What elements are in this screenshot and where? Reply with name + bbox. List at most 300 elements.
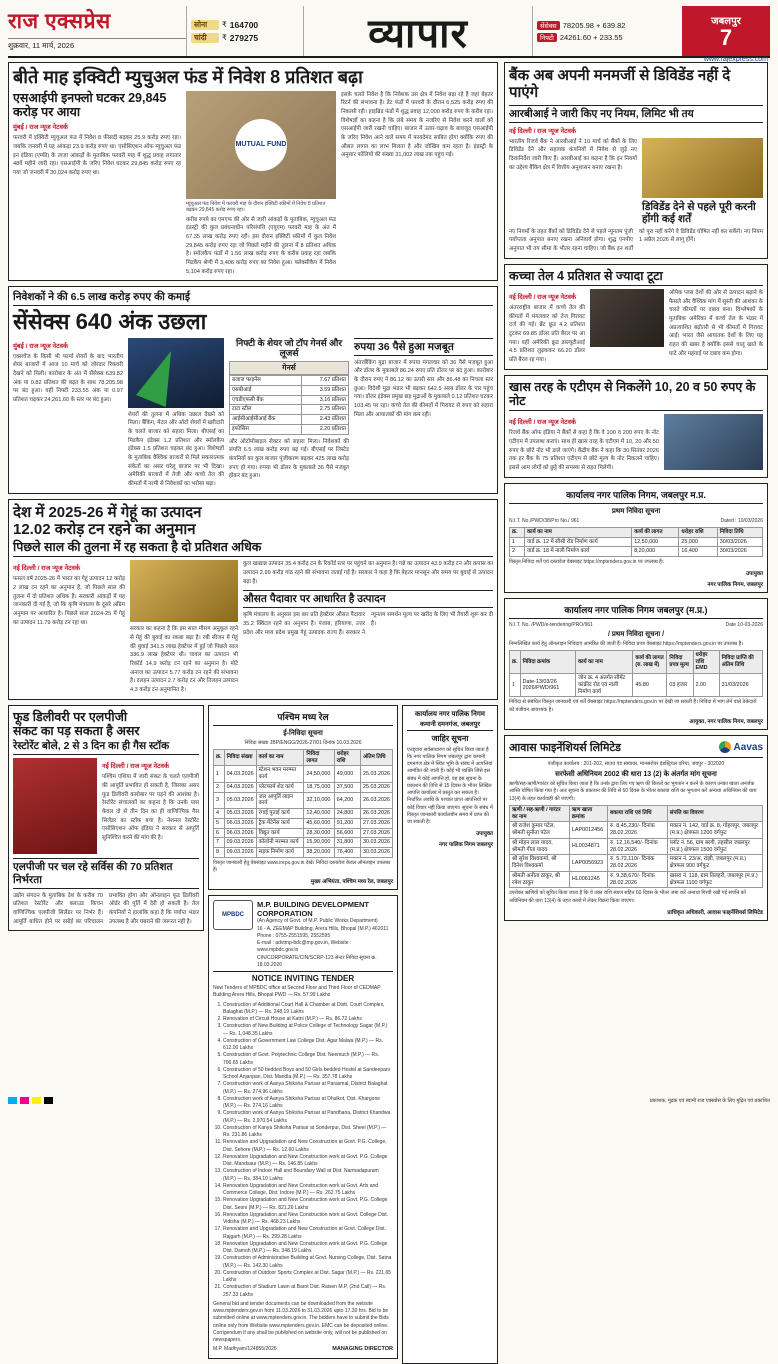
lpg-body-1: पश्चिम एशिया में जारी संकट के चलते एलपीजी की आपूर्ति प्रभावित हो सकती है, जिसका असर फूड डिलीवरी कारोबार पर पड़ने की आशंका है। रेस्टोरेंट संचालकों का कहना है कि उनके पास केवल दो से तीन दिन का ही वाणिज्यिक गैस सिलेंडर का स्टॉक बचा है। नेशनल रेस्टोरेंट एसोसिएशन ऑफ इंडिया ने सरकार से आपूर्ति सुनिश्चित करने की मांग की है। xyxy=(102,774,199,842)
aavas-cell: श्री सुरेश विश्वकर्मा, श्री दिनेश विश्वकर्मा xyxy=(510,855,570,872)
rail-tender-cell: 3 xyxy=(214,792,225,809)
wheat-body-3: कुल खाद्यान्न उत्पादन 35.4 करोड़ टन के रिकॉर्ड स्तर पर पहुंचने का अनुमान है। गन्ने का उत्पादन 43.9 करोड़ टन और कपास का उत्पादन 2.99 करोड़ गांठ रहने की संभावना जताई गई है। सरकार ने कहा है कि बेहतर मानसून और समय पर बुवाई से उत्पादन बढ़ा है। xyxy=(243,561,493,585)
gainer-change: 2.75 प्रतिशत xyxy=(302,405,349,415)
list-item: 5. Construction of Govt. Polytechnic College Dist. Neemuch (M.P.) — Rs. 706.65 Lakhs xyxy=(223,1052,393,1067)
municipal-small-sign-2: नगर पालिक निगम जबलपुर xyxy=(438,842,493,849)
swatch-magenta xyxy=(20,1097,29,1104)
nagar-nigam-notice-2 xyxy=(504,598,768,730)
rail-tender-cell: 05.03.2026 xyxy=(224,792,256,809)
publication-date: शुक्रवार, 11 मार्च, 2026 xyxy=(8,38,186,51)
list-item: 2. Renovation of Circuit House at Katni (M.P.) — Rs. 86.72 Lakhs xyxy=(223,1016,393,1023)
rail-tender-cell: 27.03.2026 xyxy=(361,828,393,838)
aavas-table xyxy=(509,805,763,889)
aavas-name: आवास फाइनेंशियर्स लिमिटेड xyxy=(509,741,621,754)
gainer-name: आईसीआईसीआई बैंक xyxy=(230,415,302,425)
rail-tender-cell: 30.03.2026 xyxy=(361,838,393,848)
gainer-change: 7.67 प्रतिशत xyxy=(302,376,349,386)
wheat-body-1: फसल वर्ष 2025-26 में भारत का गेहूं उत्पादन 12 करोड़ 2 लाख टन रहने का अनुमान है, जो पिछले साल की तुलना में दो प्रतिशत अधिक है। सरकारी आंकड़ों में यह जानकारी दी गई है, जो कि कृषि मंत्रालय के दूसरे अग्रिम अनुमान पर आधारित है। पिछले साल 2024-25 में गेहूं का उत्पादन 11.79 करोड़ टन रहा था। xyxy=(13,576,125,626)
lead-photo xyxy=(186,91,336,199)
municipal-small-body: एतद्द्वारा सर्वसाधारण को सूचित किया जाता है कि नगर पालिक निगम जबलपुर द्वारा कमानी दमनगंज क्षेत्र में स्थित भूमि के संबंध में आपत्तियां आमंत्रित की जाती हैं। कोई भी व्यक्ति जिसे इस संबंध में कोई आपत्ति हो, वह इस सूचना के प्रकाशन की तिथि से 15 दिवस के भीतर लिखित आपत्ति कार्यालय में प्रस्तुत कर सकता है। निर्धारित अवधि के पश्चात प्राप्त आपत्तियों पर कोई विचार नहीं किया जाएगा। सूचना के संबंध में विस्तृत जानकारी कार्यालयीन समय में प्राप्त की जा सकती है। xyxy=(407,746,493,826)
atm-photo xyxy=(664,414,763,470)
gainers-head: गेनर्स xyxy=(229,361,349,375)
aavas-logo xyxy=(719,741,763,753)
list-item: 15. Renovation Upgradation and New Construction work at Govt. P.G. College Dist. Seoni (M.P.) — Rs. 821.26 Lakhs xyxy=(223,1197,393,1212)
crude-photo xyxy=(590,289,664,347)
nn2-cell: 31/03/2026 xyxy=(719,674,762,697)
rail-tender-cell: 26.03.2026 xyxy=(361,809,393,819)
lead-body-1: फरवरी में इक्विटी म्युचुअल फंड में निवेश 8 फीसदी बढ़कर 25.9 करोड़ रुपए रहा। जबकि जनवरी में यह आंकड़ा 23.9 करोड़ रुपए था। एसोसिएशन ऑफ म्युचुअल फंड इन इंडिया (एम्फी) के ताजा आंकड़ों के मुताबिक फरवरी माह में शुद्ध प्रवाह लगातार 48वें महीने जारी रहा। एसआईपी के जरिए निवेश घटकर 29,845 करोड़ रुपए रह गया जो जनवरी में 30,024 करोड़ रुपए था। xyxy=(13,135,181,177)
nn2-header-cell: निविदा प्रपत्र मूल्य xyxy=(667,650,693,673)
rail-tender-cell: सड़क निर्माण कार्य xyxy=(256,848,304,858)
rail-tender-cell: 06.03.2026 xyxy=(224,828,256,838)
nn2-cell: 03 हजार xyxy=(667,674,693,697)
list-item: 21. Construction of Stadium Lawn at Barot Dist. Raisen M.P. (2nd Call) — Rs. 257.33 Lakhs xyxy=(223,1284,393,1299)
edition-badge xyxy=(682,6,770,56)
rail-tender-cell: 76,400 xyxy=(334,848,360,858)
mutual-fund-badge: MUTUAL FUND xyxy=(235,119,287,171)
rail-tender-cell: 91,200 xyxy=(334,818,360,828)
lower-rail xyxy=(8,705,498,1364)
gainer-change: 2.20 प्रतिशत xyxy=(302,424,349,434)
nn2-header-cell: धरोहर राशि EMD xyxy=(693,650,719,673)
nn2-header-cell: कार्य का नाम xyxy=(575,650,632,673)
municipal-small-title: कार्यालय नगर पालिक निगम xyxy=(415,710,485,718)
gainers-table xyxy=(229,375,349,435)
rail-tender-cell: 24,50,000 xyxy=(304,766,334,783)
rail-tender-cell: 04.03.2026 xyxy=(224,766,256,783)
nn2-header-cell: क्र. xyxy=(510,650,521,673)
crude-body-1: अंतरराष्ट्रीय बाजार में कच्चे तेल की कीमतों में मंगलवार को तेज गिरावट दर्ज की गई। ब्रेंट क्रूड 4.2 प्रतिशत टूटकर 69.85 डॉलर प्रति बैरल पर आ गया। वहीं अमेरिकी क्रूड डब्ल्यूटीआई 4.5 प्रतिशत लुढ़ककर 66.20 डॉलर प्रति बैरल रह गया। xyxy=(509,305,585,363)
mpbdc-address-2: 16 - A, ZEEMAP Building, Arera Hills, Bhopal (M.P.) 462011 xyxy=(257,925,389,932)
edition-city: जबलपुर xyxy=(711,16,741,27)
sensex-body-3: और ऑटोमोबाइल सेक्टर को सहारा मिला। निवेशकों की संपत्ति 6.5 लाख करोड़ रुपए बढ़ गई। बीएसई पर लिस्टेड कंपनियों का कुल बाजार पूंजीकरण बढ़कर 425 लाख करोड़ रुपए हो गया। रुपया भी डॉलर के मुकाबले 36 पैसे मजबूत होकर बंद हुआ। xyxy=(229,438,349,480)
rail-tender-cell: 15,90,000 xyxy=(304,838,334,848)
list-item: 14. Renovation Upgradation and New Construction work at Govt. Arts and Commerce College, Dist. Indore (M.P.) — Rs. 262.75 Lakhs xyxy=(223,1183,393,1198)
lpg-headline-2: संकट का पड़ सकता है असर xyxy=(13,724,140,739)
swatch-black xyxy=(44,1097,53,1104)
aavas-cell: रु. 5,72,110/- दिनांक 28.02.2026 xyxy=(608,855,668,872)
rbi-byline: नई दिल्ली / राज न्यूज नेटवर्क xyxy=(509,127,576,135)
rail-tender-cell: 8 xyxy=(214,848,225,858)
list-item: 1. Construction of Additional Court Hall & Chamber at Distt. Court Complex, Balaghat (M.P.) — Rs. 248.19 Lakhs xyxy=(223,1002,393,1017)
silver-currency: ₹ xyxy=(222,33,227,42)
list-item: 3. Construction of New Building at Police College of Technology Sagar (M.P.) — Rs. 1,048.35 Lakhs xyxy=(223,1023,393,1038)
wheat-photo xyxy=(130,560,238,622)
nn1-cell: वार्ड क्र. 12 में सीसी रोड निर्माण कार्य xyxy=(525,537,632,547)
nn2-cell: Date-13/03/26 2026/PWD/961 xyxy=(520,674,575,697)
list-item xyxy=(230,385,349,395)
list-item: 6. Construction of 50 bedded Boys and 50 Girls bedded Hostel at Sandeepani School Anjanpan, Dist. Mandla (M.P.) — Rs. 357.78 Lakhs xyxy=(223,1067,393,1082)
mpbdc-cin: CIN/CORPORATE/CIN/SCRP-123 सेन्टर निविदा सूचना क्र. 18.03.2026 xyxy=(257,954,377,968)
nn2-sign: आयुक्त, नगर पालिक निगम, जबलपुर xyxy=(689,718,763,725)
nn1-nit: N.I.T. No./PWD/38/Pro No./ 961 xyxy=(509,517,580,524)
sensex-story xyxy=(8,286,498,493)
rail-tender-cell: 25.03.2026 xyxy=(361,782,393,792)
rail-tender-cell: 4 xyxy=(214,809,225,819)
aavas-cell: खसरा नं. 118, ग्राम तिलहरी, जबलपुर (म.प्र.) क्षेत्रफल 1100 वर्गफुट xyxy=(667,871,762,888)
mpbdc-address: (An Agency of Govt. of M.P. Public Works Department) xyxy=(257,918,378,925)
lead-headline: बीते माह इक्विटी म्युचुअल फंड में निवेश 8 प्रतिशत बढ़ा xyxy=(13,67,363,87)
list-item xyxy=(230,415,349,425)
aavas-cell: HL0061245 xyxy=(569,871,607,888)
nn1-cell: 30/03/2026 xyxy=(717,547,762,557)
gainer-change: 2.43 प्रतिशत xyxy=(302,415,349,425)
nn1-subtitle: प्रथम निविदा सूचना xyxy=(611,507,661,515)
rail-tender-cell: 09.03.2026 xyxy=(224,848,256,858)
nagar-nigam-notice-1 xyxy=(504,483,768,594)
wheat-byline: नई दिल्ली / राज न्यूज नेटवर्क xyxy=(13,565,80,573)
wheat-headline-2: 12.02 करोड़ टन रहने का अनुमान xyxy=(13,520,196,538)
nn2-intro: निम्नलिखित कार्य हेतु ऑनलाइन निविदाएं आमंत्रित की जाती हैं। निविदा प्रपत्र वेबसाइट https://mptenders.gov.in पर उपलब्ध हैं। xyxy=(509,640,744,647)
lpg-photo xyxy=(13,758,97,854)
nn2-cell: 2.00 xyxy=(693,674,719,697)
rail-tender-notice xyxy=(208,705,398,891)
rail-tender-header-cell: निविदा लागत xyxy=(304,749,334,766)
swatch-cyan xyxy=(8,1097,17,1104)
wheat-subhead: पिछले साल की तुलना में रह सकता है दो प्रतिशत अधिक xyxy=(13,540,493,557)
table-row xyxy=(214,848,393,858)
wheat-avg-head: औसत पैदावार पर आधारित है उत्पादन xyxy=(243,590,493,608)
rail-tender-cell: 12,40,000 xyxy=(304,809,334,819)
page-columns xyxy=(8,62,770,1364)
gainers-title: निफ्टी के शेयर जो टॉप गेनर्स और लूजर्स xyxy=(235,337,343,359)
nn1-cell: वार्ड क्र. 18 में नाली निर्माण कार्य xyxy=(525,547,632,557)
footer-bar xyxy=(8,1097,770,1104)
masthead-brand xyxy=(8,6,186,56)
table-row xyxy=(214,782,393,792)
rail-tender-header-cell: कार्य का नाम xyxy=(256,749,304,766)
rail-tender-cell: विद्युत कार्य xyxy=(256,828,304,838)
right-column xyxy=(504,62,768,1364)
silver-value: 279275 xyxy=(229,32,259,43)
aavas-cell: रु. 9,38,670/- दिनांक 28.02.2026 xyxy=(608,871,668,888)
aavas-cell: श्रीमती अनीता ठाकुर, श्री रमेश ठाकुर xyxy=(510,871,570,888)
nn2-cell: 1 xyxy=(510,674,521,697)
list-item xyxy=(230,376,349,386)
gainer-name: टाटा स्टील xyxy=(230,405,302,415)
nn1-header-cell: क्र. xyxy=(510,527,525,537)
nn2-subtitle: / प्रथम निविदा सूचना / xyxy=(607,630,665,638)
mpbdc-tender-notice xyxy=(208,895,398,1358)
sensex-value: 78205.98 + 639.82 xyxy=(562,20,626,30)
list-item: 16. Renovation Upgradation and New Construction work at Govt. College Dist. Vidisha (M.P.) — Rs. 468.23 Lakhs xyxy=(223,1212,393,1227)
masthead-title-wrap xyxy=(304,6,532,56)
sensex-headline: सेंसेक्स 640 अंक उछला xyxy=(13,309,207,335)
nn1-cell: 16,400 xyxy=(679,547,717,557)
nn1-date: Dated : 10/03/2026 xyxy=(720,517,763,524)
rail-tender-cell: स्टेशन भवन मरम्मत कार्य xyxy=(256,766,304,783)
nifty-label: निफ्टी xyxy=(537,33,557,42)
gainer-name: एसबीआई xyxy=(230,385,302,395)
nn2-header-cell: निविदा प्राप्ति की अंतिम तिथि xyxy=(719,650,762,673)
rail-tender-cell: कॉलोनी मरम्मत कार्य xyxy=(256,838,304,848)
gold-label: सोना xyxy=(191,20,219,30)
nn1-cell: 12,50,000 xyxy=(632,537,679,547)
footer-note: प्रकाशक, मुद्रक एवं स्वामी राज एक्सप्रेस के लिए मुद्रित एवं प्रकाशित xyxy=(649,1097,770,1104)
gold-value: 164700 xyxy=(229,19,259,30)
aavas-cell: रु. 8,45,230/- दिनांक 28.02.2026 xyxy=(608,822,668,839)
municipal-small-notice xyxy=(402,705,498,1364)
list-item: 20. Construction of Outdoor Sports Complex at Dist. Sagar (M.P.) — Rs. 221.65 Lakhs xyxy=(223,1270,393,1285)
sensex-label: सेंसेक्स xyxy=(537,21,560,30)
rail-tender-cell: प्लेटफार्म शेड कार्य xyxy=(256,782,304,792)
rail-tender-cell: 28,30,000 xyxy=(304,828,334,838)
aavas-logo-icon xyxy=(719,741,731,753)
nn1-sign-2: नगर पालिक निगम, जबलपुर xyxy=(707,582,763,589)
rail-tender-cell: 04.03.2026 xyxy=(224,782,256,792)
rail-tender-cell: 26.03.2026 xyxy=(361,792,393,809)
lead-photo-caption: म्युचुअल फंड निवेश में फरवरी माह के दौरान इक्विटी स्कीमों में निवेश 8 प्रतिशत बढ़कर 29,845 करोड़ रुपए रहा। xyxy=(186,200,326,214)
rail-tender-cell: 38,20,000 xyxy=(304,848,334,858)
aavas-header-cell: ऋणी / सह-ऋणी / गारंटर का नाम xyxy=(510,805,570,822)
wheat-story xyxy=(8,499,498,700)
rail-tender-cell: 56,600 xyxy=(334,828,360,838)
rail-tender-cell: 7 xyxy=(214,838,225,848)
table-row xyxy=(510,838,763,855)
rail-tender-cell: 25.03.2026 xyxy=(361,766,393,783)
list-item: 8. Construction work of Aanya Shiksha Parisar at Dhulkot, Dist. Khargone (M.P.) — Rs. 274.16 Lakhs xyxy=(223,1096,393,1111)
list-item: 17. Renovation and Upgradation and New Construction at Govt. College Dist. Rajgarh (M.P.) — Rs. 299.28 Lakhs xyxy=(223,1226,393,1241)
rail-tender-cell: 05.03.2026 xyxy=(224,809,256,819)
nn1-sign-1: उपायुक्त xyxy=(746,571,763,578)
nn1-cell: 25,000 xyxy=(679,537,717,547)
gainer-change: 3.59 प्रतिशत xyxy=(302,385,349,395)
lpg-byline: नई दिल्ली / राज न्यूज नेटवर्क xyxy=(102,763,169,771)
list-item xyxy=(230,395,349,405)
crude-body-2: ओपेक प्लस देशों की ओर से उत्पादन बढ़ाने के फैसले और वैश्विक मांग में सुस्ती की आशंका के चलते कीमतों पर दबाव बना। विश्लेषकों के मुताबिक अमेरिका में कच्चे तेल के भंडार में अप्रत्याशित बढ़ोतरी से भी कीमतों में गिरावट आई। भारत जैसे आयातक देशों के लिए यह राहत की खबर है क्योंकि इससे चालू खाते के घाटे और महंगाई पर दबाव कम होगा। xyxy=(669,290,763,357)
nifty-value: 24261.60 + 233.55 xyxy=(559,32,623,42)
atm-byline: नई दिल्ली / राज न्यूज नेटवर्क xyxy=(509,419,576,427)
sensex-byline: मुंबई / राज न्यूज नेटवर्क xyxy=(13,342,68,350)
gainer-name: एचडीएफसी बैंक xyxy=(230,395,302,405)
mpbdc-email[interactable]: E-mail : advtmp-bdc@mp.gov.in, Website : www.mpbdc.gov.in xyxy=(257,940,352,954)
list-item: 12. Renovation Upgradation and New Construction work at Govt. P.G. College Dist. Mandsaur (M.P.) — Rs. 146.85 Lakhs xyxy=(223,1154,393,1169)
crude-headline: कच्चा तेल 4 प्रतिशत से ज्यादा टूटा xyxy=(509,269,763,286)
rail-tender-cell: जल आपूर्ति लाइन कार्य xyxy=(256,792,304,809)
mpbdc-logo-icon: MPBDC xyxy=(213,900,253,930)
table-row xyxy=(214,828,393,838)
table-row xyxy=(510,537,763,547)
table-row xyxy=(214,792,393,809)
sensex-row xyxy=(537,21,678,30)
rail-tender-cell: 45,60,000 xyxy=(304,818,334,828)
rupee-body: अंतरबैंकिंग मुद्रा बाजार में रुपया मंगलवार को 36 पैसे मजबूत हुआ और डॉलर के मुकाबले 86.24 रुपए प्रति डॉलर पर बंद हुआ। कारोबार के दौरान रुपए ने 86.12 का ऊपरी स्तर और 86.48 का निचला स्तर छुआ। विदेशी मुद्रा भंडार भी बढ़कर 642.5 अरब डॉलर के पार पहुंच गया। डॉलर इंडेक्स प्रमुख छह मुद्राओं के मुकाबले 0.12 प्रतिशत घटकर 103.45 पर रहा। कच्चे तेल की कीमतों में गिरावट से रुपए को सहारा मिला और आयातकों की मांग कम रही। xyxy=(354,359,493,418)
aavas-footer: उपरोक्त ऋणियों को सूचित किया जाता है कि वे उक्त राशि ब्याज सहित 60 दिवस के भीतर जमा करें अन्यथा गिरवी रखी गई संपत्ति को अधिनियम की धारा 13(4) के तहत कब्जे में लेकर विक्रय किया जाएगा। xyxy=(509,890,746,904)
aavas-notice xyxy=(504,735,768,921)
lpg-story xyxy=(8,705,204,932)
nn1-cell: 8,20,000 xyxy=(632,547,679,557)
section-title: व्यापार xyxy=(368,11,468,56)
table-row xyxy=(214,766,393,783)
lpg-subhead-2: एलपीजी पर चल रहे सर्विस की 70 प्रतिशत निर्भरता xyxy=(13,858,199,888)
mpbdc-org: M.P. BUILDING DEVELOPMENT CORPORATION xyxy=(257,900,369,919)
nn2-date: Date 10-03-2026 xyxy=(725,622,763,629)
rail-tender-cell: 27.03.2026 xyxy=(361,818,393,828)
rbi-photo xyxy=(642,138,763,198)
table-row xyxy=(510,871,763,888)
nn1-cell: 2 xyxy=(510,547,525,557)
sensex-body-1: एक्सचेंज के किसी भी फार्मा शेयरों के बाद भारतीय शेयर बाजारों में आज 10 मार्च को जोरदार रिकवरी देखने को मिली। कारोबार के अंत में सेंसेक्स 639.82 अंक या 0.82 प्रतिशत की बढ़त के साथ 78,205.98 पर बंद हुआ। वहीं निफ्टी 233.55 अंक या 0.97 प्रतिशत चढ़कर 24,261.60 के स्तर पर बंद हुआ। xyxy=(13,353,123,403)
mpbdc-nit-head: NOTICE INVITING TENDER xyxy=(251,974,355,984)
wheat-body-2: सरकार का कहना है कि इस साल मौसम अनुकूल रहने से गेहूं की बुवाई का रकबा बढ़ा है। रबी सीजन में गेहूं की बुवाई 341.5 लाख हेक्टेयर में हुई जो पिछले साल 336.9 लाख हेक्टेयर थी। चावल का उत्पादन भी रिकॉर्ड 14.9 करोड़ टन रहने का अनुमान है। मोटे अनाज का उत्पादन 5.77 करोड़ टन रहने की संभावना है। दलहन उत्पादन 2.7 करोड़ टन और तिलहन उत्पादन 4.3 करोड़ टन अनुमानित है। xyxy=(130,626,238,694)
crude-byline: नई दिल्ली / राज न्यूज नेटवर्क xyxy=(509,294,576,302)
rbi-photo-caption: डिविडेंड देने से पहले पूरी करनी होंगी कई शर्तें xyxy=(642,200,756,225)
mpbdc-item-list xyxy=(223,1002,393,1299)
nn2-header-cell: कार्य की लागत (रु. लाख में) xyxy=(633,650,667,673)
nn1-cell: 30/03/2026 xyxy=(717,537,762,547)
aavas-cell: मकान नं. 142, वार्ड क्र. 8, गोहलपुर, जबलपुर (म.प्र.) क्षेत्रफल 1200 वर्गफुट xyxy=(667,822,762,839)
nn2-table xyxy=(509,650,763,698)
aavas-header-cell: ऋण खाता क्रमांक xyxy=(569,805,607,822)
nn1-note: विस्तृत निविदा शर्तें एवं दस्तावेज वेबसाइट https://mptenders.gov.in पर उपलब्ध हैं। xyxy=(509,559,664,566)
aavas-cell: श्री मोहन लाल यादव, श्रीमती गीता यादव xyxy=(510,838,570,855)
rail-tender-cell: 1 xyxy=(214,766,225,783)
aavas-cell: प्लॉट नं. 56, ग्राम बरगी, तहसील जबलपुर (म.प्र.) क्षेत्रफल 1500 वर्गफुट xyxy=(667,838,762,855)
lead-body-3: इसके चलते निवेश है कि निवेशक उस क्षेत्र में निवेश बढ़ा रहे हैं जहां बेहतर रिटर्न की संभावना है। डेट फंडों में फरवरी के दौरान 6,525 करोड़ रुपए की निकासी रही। हाइब्रिड फंडों में शुद्ध प्रवाह 12,000 करोड़ रुपए के करीब रहा। विशेषज्ञों का कहना है कि लंबे समय के नजरिए से निवेश करने वालों को एसआईपी जारी रखनी चाहिए। बाजार में उतार-चढ़ाव के बावजूद एसआईपी के जरिए निवेश आने वाले समय में फायदेमंद साबित होगा क्योंकि रुपए की औसत लागत का लाभ मिलता है और जोखिम कम रहता है। इंडस्ट्री के अनुसार फोलियो की संख्या 31,002 लाख तक पहुंच गई। xyxy=(341,91,493,159)
aavas-header-cell: बकाया राशि एवं तिथि xyxy=(608,805,668,822)
rail-tender-cell: 64,200 xyxy=(334,792,360,809)
nn2-cell: जोन क्र. 4 अंतर्गत सीमेंट कांक्रीट रोड एवं नाली निर्माण कार्य xyxy=(575,674,632,697)
aavas-cell: LAP0012456 xyxy=(569,822,607,839)
rail-tender-cell: 24,800 xyxy=(334,809,360,819)
aavas-logo-text: Aavas xyxy=(733,741,763,753)
rbi-dividend-story xyxy=(504,62,768,259)
aavas-intro: ऋणी/सह-ऋणी/गारंटर को सूचित किया जाता है कि उनके द्वारा लिए गए ऋण की किश्तों का भुगतान न करने के कारण उनका खाता अनर्जक आस्ति घोषित किया गया है। अतः सूचना के प्रकाशन की तिथि से 60 दिवस के भीतर बकाया राशि का भुगतान करें अन्यथा अधिनियम की धारा 13(4) के तहत कार्यवाही की जाएगी। xyxy=(509,781,757,802)
lead-byline: मुंबई / राज न्यूज नेटवर्क xyxy=(13,124,68,132)
rail-tender-cell: 06.03.2026 xyxy=(224,818,256,828)
swatch-yellow xyxy=(32,1097,41,1104)
mpbdc-footer: General bid and tender documents can be downloaded from the website www.mptenders.gov.in from 11.03.2026 to 31.03.2026 upto 17.30 hrs. Bid to be submitted online at www.mptenders.gov.in. The bidders have to submit the Bids online only from Website www.mptenders.gov.in. EMC can be deposited online. Corrigendum if any shall be published on website only, will not be published on newspapers. xyxy=(213,1300,389,1344)
aavas-cell: श्री राजेश कुमार पटेल, श्रीमती सुनीता पटेल xyxy=(510,822,570,839)
sensex-chart-photo xyxy=(128,338,224,408)
wheat-headline-1: देश में 2025-26 में गेहूं का उत्पादन xyxy=(13,503,202,521)
up-arrow-icon xyxy=(136,345,186,407)
rail-tender-cell: 18,75,000 xyxy=(304,782,334,792)
market-indices xyxy=(532,6,682,56)
nn1-title: कार्यालय नगर पालिक निगम, जबलपुर म.प्र. xyxy=(509,488,763,504)
page-number: 7 xyxy=(719,25,733,50)
table-row xyxy=(510,822,763,839)
nn1-header-cell: कार्य का नाम xyxy=(525,527,632,537)
atm-body: रिजर्व बैंक ऑफ इंडिया ने बैंकों से कहा है कि वे 100 व 200 रुपए के नोट एटीएम में उपलब्ध कराएं। साथ ही खास तरह के एटीएम में 10, 20 और 50 रुपए के छोटे नोट भी डाले जाएंगे। केंद्रीय बैंक ने कहा कि 30 सितंबर 2026 तक हर बैंक के 75 प्रतिशत एटीएम से छोटे मूल्य के नोट निकलने चाहिए। इससे आम लोगों को छुट्टे की समस्या से राहत मिलेगी। xyxy=(509,430,659,471)
list-item: 19. Construction of Administrative Building at Govt. Nursing College, Dist. Satna (M.P.) — Rs. 142.30 Lakhs xyxy=(223,1255,393,1270)
list-item xyxy=(230,424,349,434)
rail-tender-cell: 6 xyxy=(214,828,225,838)
list-item: 7. Construction work of Aanya Shiksha Parisar at Parasmal, District Balaghat (M.P.) — Rs. 274.96 Lakhs xyxy=(223,1081,393,1096)
rail-tender-sign: मुख्य अभियंता, पश्चिम मध्य रेल, जबलपुर xyxy=(310,879,393,886)
rail-tender-title: पश्चिम मध्य रेल xyxy=(213,710,393,726)
rupee-headline: रुपया 36 पैसे हुआ मजबूत xyxy=(354,338,493,356)
rail-tender-cell: रंगाई पुताई कार्य xyxy=(256,809,304,819)
table-row xyxy=(214,818,393,828)
gold-rate xyxy=(191,20,299,30)
rail-tender-cell: 32,10,000 xyxy=(304,792,334,809)
list-item: 11. Renovation and Upgradation and New Construction at Govt. P.G. College, Dist. Sehore (M.P.) — Rs. 12.60 Lakhs xyxy=(223,1139,393,1154)
nn2-title: कार्यालय नगर पालिक निगम जबलपुर (म.प्र.) xyxy=(509,603,763,619)
rbi-body-2: नए नियमों के तहत बैंकों को डिविडेंड देने से पहले न्यूनतम पूंजी पर्याप्तता अनुपात बनाए रखना अनिवार्य होगा। शुद्ध एनपीए अनुपात भी तय सीमा के भीतर रहना चाहिए। जो बैंक इन शर्तों को पूरा नहीं करेंगे वे डिविडेंड घोषित नहीं कर सकेंगे। नए नियम 1 अप्रैल 2026 से लागू होंगे। xyxy=(509,228,763,252)
atm-story xyxy=(504,375,768,478)
rail-tender-note: विस्तृत जानकारी हेतु वेबसाइट www.ireps.gov.in देखें। निविदा दस्तावेज केवल ऑनलाइन उपलब्ध हैं। xyxy=(213,859,391,874)
municipal-small-subtitle: कमानी दमनगंज, जबलपुर xyxy=(420,720,480,728)
nn2-note: निविदा से संबंधित विस्तृत जानकारी एवं शर्तें वेबसाइट https://mptenders.gov.in पर देखी जा सकती हैं। निविदा में भाग लेने वाले ठेकेदारों को पंजीयन आवश्यक है। xyxy=(509,699,757,713)
rail-tender-cell: 30.03.2026 xyxy=(361,848,393,858)
lpg-body-2: उद्योग संगठन के मुताबिक देश के करीब 70 प्रतिशत रेस्टोरेंट और क्लाउड किचन वाणिज्यिक एलपीजी सिलेंडर पर निर्भर हैं। आपूर्ति बाधित होने पर रसोई का परिचालन प्रभावित होगा और ऑनलाइन फूड डिलीवरी ऑर्डर की पूर्ति में देरी हो सकती है। तेल कंपनियों ने हालांकि कहा है कि पर्याप्त भंडार उपलब्ध है और घबराने की जरूरत नहीं है। xyxy=(13,892,199,925)
lead-subhead-1: एसआईपी इनफ्लो घटकर 29,845 करोड़ पर आया xyxy=(13,90,167,120)
list-item xyxy=(230,405,349,415)
newspaper-logo: राज एक्सप्रेस xyxy=(8,9,111,33)
rail-tender-cell: 31,800 xyxy=(334,838,360,848)
nn2-header-cell: निविदा क्रमांक xyxy=(520,650,575,673)
table-row xyxy=(510,855,763,872)
nn1-header-cell: धरोहर राशि xyxy=(679,527,717,537)
gainer-change: 3.16 प्रतिशत xyxy=(302,395,349,405)
rail-tender-header-cell: क्र. xyxy=(214,749,225,766)
lpg-subhead: रेस्टोरेंट बोले, 2 से 3 दिन का ही गैस स्टॉक xyxy=(13,740,199,755)
rail-tender-subtitle: ई-निविदा सूचना xyxy=(283,729,323,737)
crude-story xyxy=(504,264,768,370)
rbi-subhead: आरबीआई ने जारी किए नए नियम, लिमिट भी तय xyxy=(509,105,763,123)
silver-label: चांदी xyxy=(191,33,219,43)
list-item: 18. Renovation Upgradation and New Construction work at Govt. P.G. College Dist. Damoh (M.P.) — Rs. 348.19 Lakhs xyxy=(223,1241,393,1256)
gold-currency: ₹ xyxy=(222,20,227,29)
rail-tender-table xyxy=(213,749,393,858)
nn1-header-cell: कार्य की लागत xyxy=(632,527,679,537)
mpbdc-intro: New Tenders of MPBDC office at Second Floor and Third Floor of CEDMAP Building Arera Hills, Bhopal PWD — Rs. 57.99 Lakhs xyxy=(213,985,381,999)
aavas-subtitle: पंजीकृत कार्यालय : 201-202, साउथ एंड स्क्वायर, मानसरोवर इंडस्ट्रियल एरिया, जयपुर - 302020 xyxy=(547,760,725,767)
rbi-headline: बैंक अब अपनी मनमर्जी से डिविडेंड नहीं दे पाएंगे xyxy=(509,67,731,102)
rail-tender-header-cell: धरोहर राशि xyxy=(334,749,360,766)
aavas-sign: प्राधिकृत अधिकारी, आवास फाइनेंशियर्स लिमिटेड xyxy=(667,909,763,916)
wheat-avg-body: कृषि मंत्रालय के अनुसार इस बार प्रति हेक्टेयर औसत पैदावार 35.2 क्विंटल रहने का अनुमान है। पंजाब, हरियाणा, उत्तर प्रदेश और मध्य प्रदेश प्रमुख गेहूं उत्पादक राज्य हैं। सरकार ने न्यूनतम समर्थन मूल्य पर खरीद के लिए भी तैयारी शुरू कर दी है। xyxy=(243,612,493,636)
atm-headline: खास तरह के एटीएम से निकलेंगे 10, 20 व 50 रुपए के नोट xyxy=(509,380,763,412)
nn2-cell: 45.80 xyxy=(633,674,667,697)
rail-tender-cell: 2 xyxy=(214,782,225,792)
left-column xyxy=(8,62,498,1364)
aavas-cell: मकान नं. 23/अ, रांझी, जबलपुर (म.प्र.) क्षेत्रफल 900 वर्गफुट xyxy=(667,855,762,872)
municipal-small-head: जाहिर सूचना xyxy=(431,733,469,743)
list-item: 4. Construction of Government Law College Dist. Agar Malwa (M.P.) — Rs. 612.00 Lakhs xyxy=(223,1038,393,1053)
lead-body-2: करीब रुपये का एमएफ की ओर से जारी आंकड़ों के मुताबिक, म्युचुअल फंड इंडस्ट्री की कुल प्रबंधनाधीन परिसंपत्ति (एयूएम) फरवरी माह के अंत में 67.35 लाख करोड़ रुपए रही। इस दौरान इक्विटी स्कीमों में कुल निवेश 29,845 करोड़ रुपए रहा जो पिछले महीने की तुलना में 8 प्रतिशत अधिक है। स्मॉलकैप फंडों में 1.56 लाख करोड़ रुपए के करीब प्रवाह रहा जबकि मिडकैप श्रेणी में 3,406 करोड़ रुपए का निवेश हुआ। फ्लेक्सीकैप में निवेश 5,104 करोड़ रुपए रहा। xyxy=(186,216,336,275)
metal-rates xyxy=(186,6,304,56)
rail-tender-header-cell: निविदा संख्या xyxy=(224,749,256,766)
mpbdc-phone: Phone : 0755-2551595, 2552595 xyxy=(257,932,331,939)
silver-rate xyxy=(191,33,299,43)
rail-tender-cell: ट्रैक मेंटेनेंस कार्य xyxy=(256,818,304,828)
gainer-name: इंफोसिस xyxy=(230,424,302,434)
table-row xyxy=(214,838,393,848)
rail-tender-cell: 5 xyxy=(214,818,225,828)
municipal-small-sign-1: उपायुक्त xyxy=(476,831,493,838)
aavas-notice-head: सरफेसी अधिनियम 2002 की धारा 13 (2) के अंतर्गत मांग सूचना xyxy=(555,771,717,779)
table-row xyxy=(510,547,763,557)
nn2-nit: N.I.T. No. /PWD/e-tendering/PRO/961 xyxy=(509,622,593,629)
table-row xyxy=(214,809,393,819)
sensex-body-2: शेयरों की तुलना में अधिक उछाल देखने को मिला। बैंकिंग, मेटल और ऑटो शेयरों में खरीदारी के चलते बाजार को सहारा मिला। बीएसई का मिडकैप इंडेक्स 1.2 प्रतिशत और स्मॉलकैप इंडेक्स 1.5 प्रतिशत चढ़कर बंद हुआ। विशेषज्ञों के मुताबिक वैश्विक बाजारों से मिले सकारात्मक संकेतों का असर घरेलू बाजार पर भी दिखा। अमेरिकी बाजारों में तेजी और कच्चे तेल की कीमतों में नरमी से निवेशकों का भरोसा बढ़ा। xyxy=(128,411,224,487)
rbi-body-1: भारतीय रिजर्व बैंक ने आरबीआई ने 10 मार्च को बैंकों के लिए डिविडेंड देने और सहायक कंपनियों में निवेश से जुड़े नए दिशानिर्देश जारी किए हैं। आरबीआई का कहना है कि इन नियमों का उद्देश्य बैंकिंग क्षेत्र में वित्तीय अनुशासन बनाए रखना है। xyxy=(509,138,637,171)
table-row xyxy=(510,674,763,697)
website-url[interactable]: www.rajexpress.com xyxy=(703,56,768,63)
masthead xyxy=(8,6,770,58)
list-item: 10. Construction of Kanya Shiksha Parisar at Sonderpur, Dist. Sheel (M.P.) — Rs. 231.86 Lakhs xyxy=(223,1125,393,1140)
lpg-headline-1: फूड डिलीवरी पर एलपीजी xyxy=(13,709,128,724)
aavas-header-cell: संपत्ति का विवरण xyxy=(667,805,762,822)
aavas-cell: LAP0056923 xyxy=(569,855,607,872)
list-item: 13. Construction of Indoor Hall and Boundary Wall at Dist. Narmadapuram (M.P.) — Rs. 384.10 Lakhs xyxy=(223,1168,393,1183)
aavas-cell: रु. 12,16,540/- दिनांक 28.02.2026 xyxy=(608,838,668,855)
sensex-kicker: निवेशकों ने की 6.5 लाख करोड़ रुपए की कमाई xyxy=(13,291,493,306)
rail-tender-header-cell: अंतिम तिथि xyxy=(361,749,393,766)
gainer-name: बजाज फाइनेंस xyxy=(230,376,302,386)
